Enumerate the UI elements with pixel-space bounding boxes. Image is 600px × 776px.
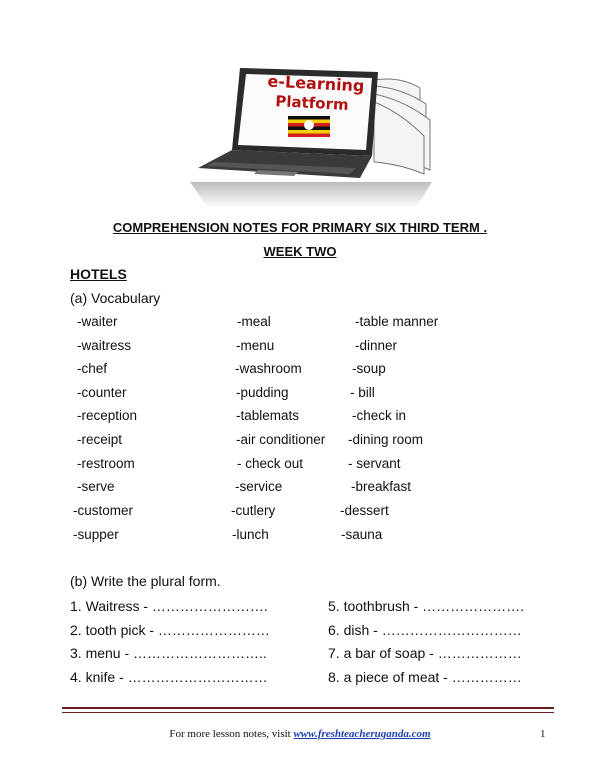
- plural-item: 2. tooth pick - ……………………: [70, 622, 270, 638]
- footer-divider: [62, 707, 554, 709]
- vocab-item: -sauna: [341, 527, 383, 542]
- vocab-heading: (a) Vocabulary: [70, 290, 161, 306]
- logo-text-line2: Platform: [274, 92, 350, 114]
- vocab-item: -washroom: [235, 361, 302, 376]
- plural-item: 6. dish - …………………………: [328, 622, 522, 638]
- vocab-item: -dessert: [340, 503, 389, 518]
- vocab-item: - servant: [348, 456, 401, 471]
- plural-item: 4. knife - …………………………: [70, 669, 268, 685]
- footer-link[interactable]: www.freshteacheruganda.com: [293, 728, 431, 740]
- vocab-item: -serve: [77, 479, 115, 494]
- section-heading: HOTELS: [70, 266, 127, 282]
- vocab-item: -tablemats: [236, 408, 300, 423]
- plural-item: 1. Waitress - …………………….: [70, 598, 268, 614]
- vocab-item: -waitress: [77, 338, 132, 353]
- logo-text-line1: e-Learning: [267, 71, 365, 96]
- footer-text: For more lesson notes, visit: [169, 728, 294, 740]
- vocab-item: -pudding: [236, 385, 289, 400]
- vocab-item: -receipt: [77, 432, 123, 447]
- plural-item: 5. toothbrush - ………………….: [328, 598, 525, 614]
- plural-item: 7. a bar of soap - ………………: [328, 645, 522, 661]
- vocab-item: -dinner: [355, 338, 398, 353]
- vocab-item: -check in: [352, 408, 407, 423]
- vocab-item: -reception: [77, 408, 138, 423]
- vocab-item: -breakfast: [351, 479, 412, 494]
- vocab-item: -dining room: [348, 432, 424, 447]
- page-number: 1: [540, 728, 546, 740]
- vocab-item: -meal: [237, 314, 271, 329]
- plural-heading: (b) Write the plural form.: [70, 573, 221, 589]
- vocab-item: -cutlery: [231, 503, 276, 518]
- vocab-item: -counter: [77, 385, 127, 400]
- footer: [0, 728, 600, 740]
- vocab-item: -lunch: [232, 527, 269, 542]
- plural-item: 3. menu - ………………………..: [70, 645, 267, 661]
- vocab-item: -table manner: [355, 314, 439, 329]
- vocab-item: -chef: [77, 361, 108, 376]
- footer-divider-thin: [62, 712, 554, 713]
- page-title-suffix: .: [483, 220, 488, 235]
- page-title: [0, 220, 600, 235]
- vocab-item: -restroom: [77, 456, 135, 471]
- vocab-item: -customer: [73, 503, 134, 518]
- vocab-item: -supper: [73, 527, 119, 542]
- vocab-item: -air conditioner: [236, 432, 326, 447]
- page-title-text: COMPREHENSION NOTES FOR PRIMARY SIX THIRD TERM: [112, 220, 480, 235]
- vocab-item: - check out: [237, 456, 304, 471]
- week-title: WEEK TWO: [263, 244, 337, 259]
- plural-item: 8. a piece of meat - ……………: [328, 669, 522, 685]
- vocab-item: -waiter: [77, 314, 118, 329]
- vocab-item: -service: [235, 479, 283, 494]
- vocab-item: -soup: [352, 361, 386, 376]
- vocab-item: - bill: [350, 385, 375, 400]
- vocab-item: -menu: [236, 338, 275, 353]
- elearning-logo: [188, 58, 434, 208]
